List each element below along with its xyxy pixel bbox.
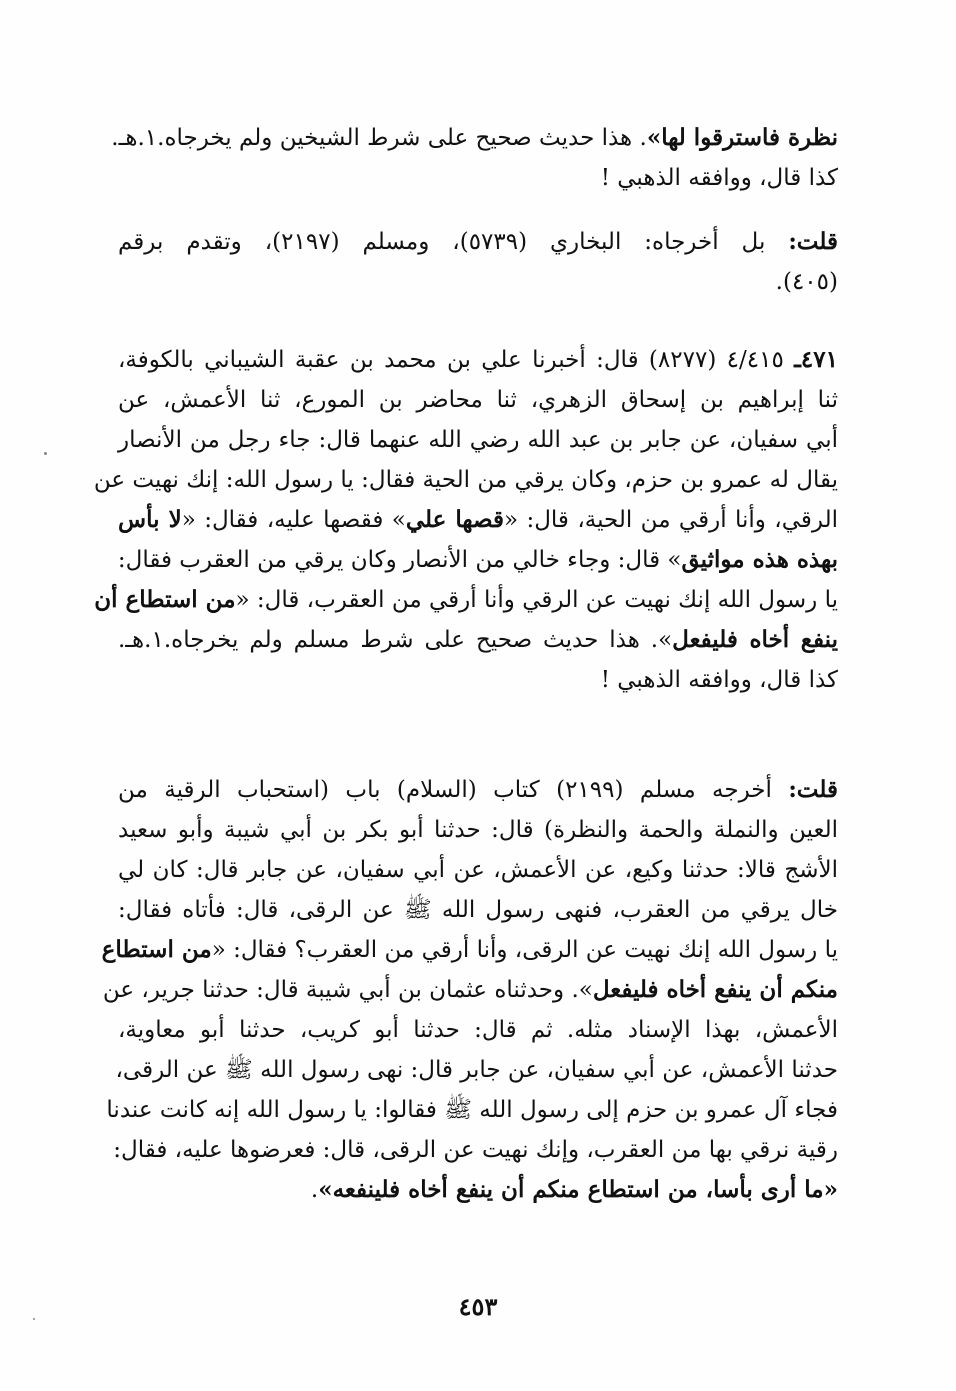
text-line — [118, 500, 838, 540]
text-line: كذا قال، ووافقه الذهبي ! — [600, 667, 838, 693]
text-run: ». وحدثناه عثمان بن أبي شيبة قال: حدثنا جرير، عن — [102, 977, 593, 1003]
paragraph-hakim-verdict-1 — [111, 118, 838, 198]
qultu-label: قلت: — [788, 228, 838, 255]
hadith-number: ٤٧١ـ — [794, 346, 838, 373]
text-line — [102, 970, 838, 1010]
text-run: ٤/٤١٥ (٨٢٧٧) قال: أخبرنا علي بن محمد بن عقبة الشيباني بالكوفة، — [118, 347, 795, 373]
text-line: يقال له عمرو بن حزم، وكان يرقي من الحية فقال: يا رسول الله: إنك نهيت عن — [93, 467, 838, 493]
text-line — [101, 930, 838, 970]
page-number: ٤٥٣ — [458, 1292, 498, 1321]
text-line — [118, 222, 838, 262]
text-run: » قال: وجاء خالي من الأنصار وكان يرقي من العقرب فقال: — [117, 547, 682, 573]
hadith-quote-bold: من استطاع أن — [94, 586, 236, 613]
hadith-quote-bold: «ما أرى بأسا، من استطاع منكم أن ينفع أخاه فلينفعه» — [318, 1176, 838, 1203]
text-line: أبي سفيان، عن جابر بن عبد الله رضي الله عنهما قال: جاء رجل من الأنصار — [118, 427, 838, 453]
text-line — [118, 1170, 838, 1210]
paragraph-qultu-1 — [118, 222, 838, 302]
text-line — [94, 580, 838, 620]
text-line — [111, 118, 838, 158]
qultu-label: قلت: — [788, 776, 838, 803]
text-line: كذا قال، ووافقه الذهبي ! — [600, 165, 838, 191]
text-line — [118, 340, 838, 380]
text-line: الأشج قالا: حدثنا وكيع، عن الأعمش، عن أبي سفيان، عن جابر قال: كان لي — [118, 857, 838, 883]
text-run: بل أخرجاه: البخاري (٥٧٣٩)، ومسلم (٢١٩٧)، وتقدم برقم — [118, 229, 789, 255]
text-run: يا رسول الله إنك نهيت عن الرقى، وأنا أرقي من العقرب؟ فقال: « — [211, 937, 838, 963]
hadith-quote-bold: نظرة فاسترقوا لها» — [646, 124, 838, 151]
text-line — [118, 770, 838, 810]
hadith-quote-bold: قصها علي — [405, 506, 504, 533]
paragraph-qultu-2 — [101, 770, 838, 1210]
text-line: ثنا إبراهيم بن إسحاق الزهري، ثنا محاضر بن المورع، ثنا الأعمش، عن — [118, 387, 838, 413]
text-line: رقية نرقي بها من العقرب، وإنك نهيت عن الرقى، قال: فعرضوها عليه، فقال: — [113, 1137, 838, 1163]
text-run: . — [310, 1177, 319, 1203]
scan-speck — [33, 1318, 35, 1320]
hadith-quote-bold: بهذه هذه مواثيق — [681, 546, 838, 573]
text-line — [118, 540, 838, 580]
text-run: أخرجه مسلم (٢١٩٩) كتاب (السلام) باب (استحباب الرقية من — [118, 777, 789, 803]
scan-speck — [44, 452, 47, 455]
text-run: يا رسول الله إنك نهيت عن الرقي وأنا أرقي من العقرب، قال: « — [235, 587, 838, 613]
hadith-entry-471 — [93, 340, 838, 700]
text-line: فجاء آل عمرو بن حزم إلى رسول الله ﷺ فقالوا: يا رسول الله إنه كانت عندنا — [106, 1097, 838, 1123]
text-line — [118, 620, 838, 660]
text-run: » فقصها عليه، فقال: « — [181, 507, 406, 533]
text-line: حدثنا الأعمش، عن أبي سفيان، عن جابر قال: نهى رسول الله ﷺ عن الرقى، — [115, 1057, 838, 1083]
hadith-quote-bold: من استطاع — [101, 936, 212, 963]
text-line: الأعمش، بهذا الإسناد مثله. ثم قال: حدثنا أبو كريب، حدثنا أبو معاوية، — [118, 1017, 838, 1043]
text-line: (٤٠٥). — [775, 269, 838, 295]
text-line: خال يرقي من العقرب، فنهى رسول الله ﷺ عن الرقى، قال: فأتاه فقال: — [118, 897, 838, 923]
hadith-quote-bold: ينفع أخاه فليفعل — [672, 626, 838, 653]
text-run: الرقي، وأنا أرقي من الحية، قال: « — [503, 507, 838, 533]
text-line: العين والنملة والحمة والنظرة) قال: حدثنا أبو بكر بن أبي شيبة وأبو سعيد — [118, 817, 838, 843]
text-run: . هذا حديث صحيح على شرط الشيخين ولم يخرجاه.١.هـ. — [111, 125, 647, 151]
hadith-quote-bold: لا بأس — [118, 506, 182, 533]
hadith-quote-bold: منكم أن ينفع أخاه فليفعل — [592, 976, 838, 1003]
text-run: ». هذا حديث صحيح على شرط مسلم ولم يخرجاه.١.هـ. — [118, 627, 673, 653]
